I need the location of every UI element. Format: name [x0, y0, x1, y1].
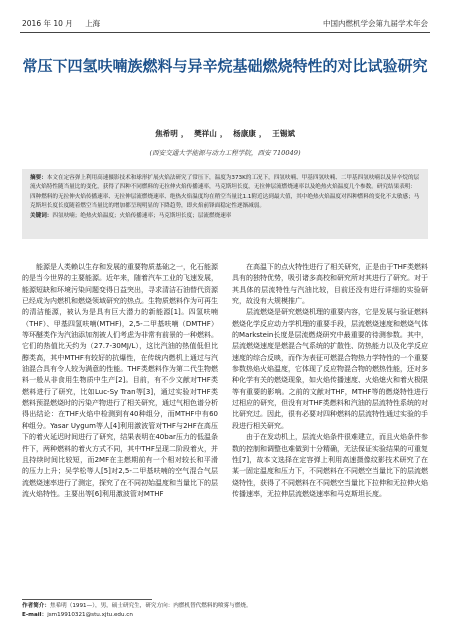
body-paragraph: 层流燃烧是研究燃烧机理的重要内容，它是发展与验证燃料燃烧化学反应动力学机理的重要手段，层流燃烧速度和燃烧气体的Markstein长度是层流燃烧研究中最重要的待测参数。其中，层流燃烧速度是燃混合气系统的扩散性、防热能力以及化学反应速度的综合反映，而作为表征可燃混合物热力学特性的一个重要参数热焰火焰温度，它体现了反应物混合物的燃热性能，还对多种化学有关的燃烧现象，如火焰传播速度、火焰熄火和着火极限等有重要的影响。之前的文献对THF，MTHF等的燃烧特性进行过相应的研究，但没有对THF类燃料和汽油的层流特性系统的对比研究过。因此，很有必要对四种燃料的层流特性通过实验的手段进行相关研究。	[232, 308, 428, 430]
author-name: 杨康康	[233, 129, 256, 138]
footnote	[22, 602, 428, 619]
abstract-box	[22, 169, 428, 239]
body-paragraph: 能源是人类赖以生存和发展的重要物质基础之一，化石能源的是当今世界的主要能源。近年来，随着汽车工业的飞速发展，能源短缺和环境污染问题变得日益突出，寻求清洁石油替代资源已经成为内燃机和燃烧领域研究的热点。生物质燃料作为可再生的清洁能源，被认为是具有巨大潜力的新能源[1]。四氢呋喃（THF）、甲基四氢呋喃(MTHF)，2,5-二甲基呋喃（DMTHF）等环醚类作为汽油添加剂被人们考虑为非常有前景的一种燃料。它们的热值比天约为（27.7-30MJ/L），这比汽油的热值低但比醇类高，其中MTHF有较好的抗爆性，在传统内燃机上通过与汽油混合具有令人较为满意的性能。THF类燃料作为第二代生物燃料一般从非食用生物质中生产[2]。目前，有不少文献对THF类燃料进行了研究，比如Luc-Sy Tran等[3]，通过实验对THF类燃料预混燃烧时的污染产物进行了相关研究，通过气相色谱分析得出结论：在THF火焰中检测到有40种组分，而MTHF中有60种组分。Yasar Uygum等人[4]利用激波管对THF与2HF在高压下的着火延迟时间进行了研究，结果表明在40bar压力的低温条件下，两种燃料的着火方式不同，其中THF呈现二阶段着火，并且持续时间比较短，而2MF在主燃期前有一个相对较长和平滑的压力上升；吴学松等人[5]对2,5-二甲基呋喃的空气混合气层流燃烧速率进行了测定，探究了在不同初始温度和当量比下的层流火焰特性。主要出等[6]利用激波管对MTHF	[22, 263, 218, 498]
author-bio-text: 焦希明（1991—），男，硕士研究生，研究方向：内燃机替代燃料的喷雾与燃烧。	[49, 603, 252, 609]
author-name: 王锡斌	[272, 129, 295, 138]
body-paragraph: 由于在发动机上，层流火焰条件很难建立，而且火焰条件参数的控制和调整也难做到十分精确，无法保证实验结果的可重复性[7]，故本文选择在定容弹上利用高速摄像纹影技术研究了在某一固定温度和压力下，不同燃料在不同燃空当量比下的层流燃烧特性，获得了不同燃料在不同燃空当量比下拉伸和无拉伸火焰传播速率，无拉伸层流燃烧速率和马克斯坦长度。	[232, 433, 428, 498]
author-name: 樊祥山	[194, 129, 217, 138]
keywords	[30, 212, 420, 221]
paper-title: 常压下四氢呋喃族燃料与异辛烷基础燃烧特性的对比试验研究	[22, 57, 428, 75]
keywords-label: 关键词：	[30, 212, 53, 219]
author-email	[22, 611, 428, 620]
abstract-label: 摘要：	[30, 175, 47, 181]
abstract-text: 本文在定容弹上利用高速摄影技术和球形扩展火焰法研究了常压下，温度为373K的工况下，四氢呋喃、甲基四氢呋喃、二甲基四氢呋喃以及异辛烷的层流火焰特性随当量比的变化，获得了四种不同燃料的无拉伸火焰传播速率，马克斯坦长度，无拉伸层流燃烧速率以及绝热火焰温度几个参数。研究结果表明：四种燃料的无拉伸火焰传播速率、无拉伸层流燃烧速率、绝热火焰温度均在稍空当量比1.1附近达到最大值，其中绝热火焰温度对四种燃料的变化不太敏感；马克斯坦长度长度随着燃空当量比的增加都呈现明显的下降趋势，即火焰前锋面稳定性逐渐减弱。	[30, 175, 420, 210]
footnote-divider	[22, 599, 152, 600]
body-column-right	[232, 262, 428, 548]
author-bio-label: 作者简介：	[22, 603, 50, 609]
author-name: 焦希明	[155, 129, 178, 138]
header-city: 上海	[85, 19, 101, 28]
author-bio	[22, 602, 428, 611]
header-conference: 中国内燃机学会第九届学术年会	[323, 19, 428, 28]
body-paragraph: 在高温下的点火特性进行了相关研究，正是由于THF类燃料具有的独特优势，吸引诸多高校和研究所对其进行了研究。对于其具体的层流特性与汽油比较，目前还没有进行详细的实验研究，故没有大规模推广。	[232, 263, 428, 306]
abstract	[30, 174, 420, 212]
header-year-month: 2016 年 10 月	[22, 19, 73, 28]
body-column-left	[22, 262, 218, 548]
running-header	[22, 18, 428, 29]
author-list: 焦希明 ， 樊祥山 ， 杨康康 ， 王锡斌	[155, 129, 295, 138]
keywords-text: 四氢呋喃；绝热火焰温度；火焰传播速率；马克斯坦长度；层流燃烧速率	[52, 212, 232, 219]
header-divider	[20, 32, 430, 33]
header-date-location	[22, 18, 110, 29]
email-address[interactable]: jsm19910321@stu.xjtu.edu.cn	[47, 611, 133, 618]
email-label: E-mail：	[22, 611, 48, 618]
affiliation: (西安交通大学能源与动力工程学院，西安 710049)	[149, 149, 301, 157]
